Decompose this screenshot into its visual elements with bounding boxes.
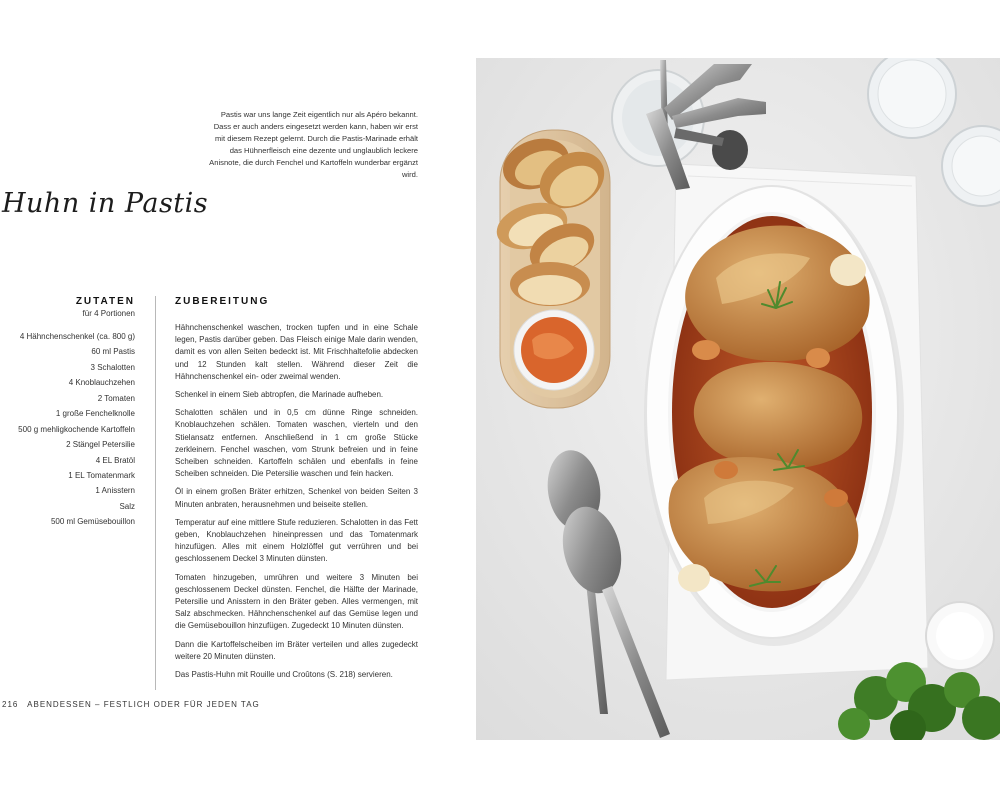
preparation-step: Dann die Kartoffelscheiben im Bräter verteilen und alles zugedeckt weitere 20 Minuten dünsten. xyxy=(175,639,418,661)
section-name: ABENDESSEN – FESTLICH ODER FÜR JEDEN TAG xyxy=(27,700,260,709)
preparation-section xyxy=(175,296,418,687)
ingredient-item: 60 ml Pastis xyxy=(91,347,135,357)
ingredient-item: 1 EL Tomatenmark xyxy=(68,470,135,480)
ingredients-heading: ZUTATEN xyxy=(75,296,135,307)
ingredient-item: 4 Hähnchenschenkel (ca. 800 g) xyxy=(19,332,135,341)
ingredient-item: 500 g mehligkochende Kartoffeln xyxy=(18,424,135,434)
ingredient-item: 1 große Fenchelknolle xyxy=(55,409,135,419)
food-photo-illustration xyxy=(476,58,1000,740)
ingredient-item: 4 Knoblauchzehen xyxy=(68,378,135,388)
salt-bowl xyxy=(926,602,994,670)
ingredient-item: 2 Tomaten xyxy=(97,393,135,403)
ingredient-item: 3 Schalotten xyxy=(90,362,135,372)
serving-plate xyxy=(644,186,904,646)
page-number: 216 xyxy=(2,700,19,709)
column-divider xyxy=(155,296,156,690)
preparation-step: Öl in einem großen Bräter erhitzen, Schenkel von beiden Seiten 3 Minuten anbraten, herausnehmen und beiseite stellen. xyxy=(175,487,418,509)
bread-board xyxy=(492,130,615,408)
recipe-title: Huhn in Pastis xyxy=(2,188,209,219)
ingredient-list xyxy=(2,331,135,529)
ingredient-item: 500 ml Gemüsebouillon xyxy=(50,517,135,527)
rouille-bowl xyxy=(514,310,594,390)
preparation-heading: ZUBEREITUNG xyxy=(175,296,270,307)
preparation-step: Schalotten schälen und in 0,5 cm dünne Ringe schneiden. Knoblauchzehen schälen. Tomaten waschen, vierteln und den Stielansatz entfernen. Anschließend in 1 cm große Stücke zerkleinern. Fenchel waschen, vom Strunk befreien und in feine Scheiben schneiden. Kartoffeln schälen und ebenfalls in feine Scheiben schneiden. Die Petersilie waschen und fein hacken. xyxy=(175,408,418,479)
ingredients-section xyxy=(2,296,135,532)
preparation-step: Temperatur auf eine mittlere Stufe reduzieren. Schalotten in das Fett geben, Knoblauchzehen hineinpressen und das Tomatenmark hinzufügen. Alles mit einem Holzlöffel gut verrühren und bei geschlossenem Deckel 3 Minuten dünsten. xyxy=(175,517,418,564)
ingredient-item: 4 EL Bratöl xyxy=(95,455,135,465)
food-photo xyxy=(476,58,1000,740)
ingredient-item: 2 Stängel Petersilie xyxy=(66,440,135,450)
recipe-page xyxy=(0,0,476,800)
preparation-step: Tomaten hinzugeben, umrühren und weitere 3 Minuten bei geschlossenem Deckel dünsten. Fenchel, die Hälfte der Marinade, Petersilie und Anisstern in den Bräter geben. Alles vermengen, mit Salz abschmecken. Hähnchenschenkel auf das Gemüse legen und die Gemüsebouillon hinzufügen. Zugedeckt 10 Minuten dünsten. xyxy=(175,572,418,631)
intro-text: Pastis war uns lange Zeit eigentlich nur als Apéro bekannt. Dass er auch anders eingesetzt werden kann, haben wir erst mit diesem Rezept gelernt. Durch die Pastis-Marinade erhält das Hühnerfleisch eine dezente und unglaublich leckere Anisnote, die durch Fenchel und Kartoffeln wunderbar ergänzt wird. xyxy=(209,109,418,179)
preparation-step: Hähnchenschenkel waschen, trocken tupfen und in eine Schale legen, Pastis darüber geben. Das Fleisch einige Male darin wenden, damit es von allen Seiten bedeckt ist. Mit Frischhaltefolie abdecken und 12 Stunden kalt stellen. Während dieser Zeit die Hähnchenschenkel ein- oder zweimal wenden. xyxy=(175,323,418,381)
ingredient-item: Salz xyxy=(119,501,135,511)
preparation-step: Das Pastis-Huhn mit Rouille und Croûtons (S. 218) servieren. xyxy=(175,670,393,680)
page-footer xyxy=(2,700,260,709)
preparation-step: Schenkel in einem Sieb abtropfen, die Marinade aufheben. xyxy=(175,390,384,400)
ingredient-item: 1 Anisstern xyxy=(95,486,135,496)
servings-label: für 4 Portionen xyxy=(82,309,135,318)
